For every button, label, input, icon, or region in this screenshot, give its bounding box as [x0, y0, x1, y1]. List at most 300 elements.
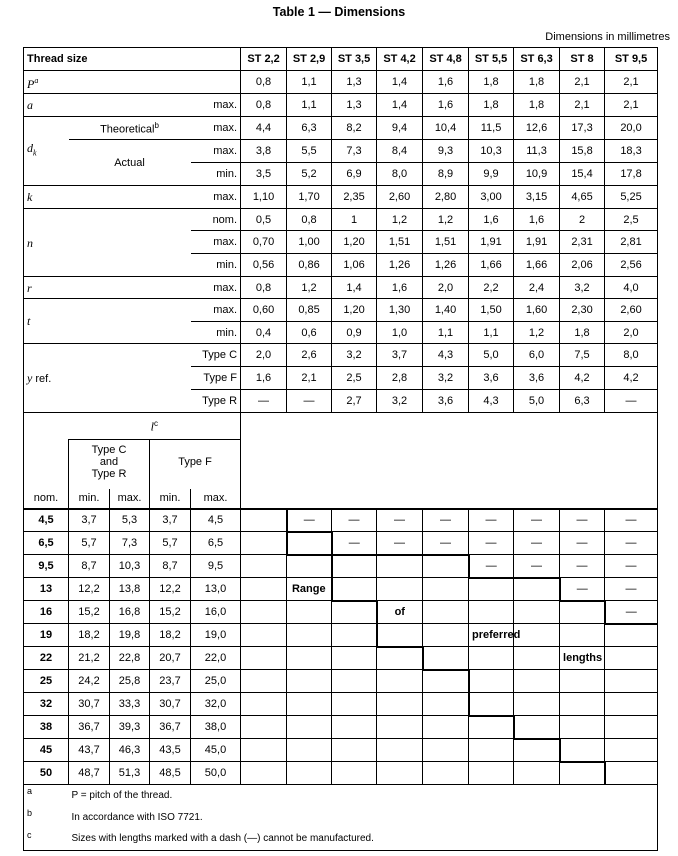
type-cr-header	[69, 440, 150, 485]
value-cell: 1,8	[514, 71, 560, 94]
value-cell: 3,2	[377, 390, 423, 413]
length-cell	[287, 601, 332, 624]
range-word: Range	[287, 578, 332, 601]
value-cell: 15,2	[150, 601, 191, 624]
table-row	[24, 555, 658, 578]
value-cell: 10,9	[514, 163, 560, 186]
value-cell: 5,7	[69, 532, 110, 555]
value-cell: 5,0	[469, 344, 514, 367]
value-cell: 1,06	[332, 254, 377, 277]
length-cell	[560, 693, 605, 716]
value-cell: 18,2	[150, 624, 191, 647]
length-cell	[423, 762, 469, 785]
value-cell: 2,8	[377, 367, 423, 390]
qualifier: max.	[191, 140, 241, 163]
value-cell: 1,4	[332, 277, 377, 299]
value-cell: 51,3	[110, 762, 150, 785]
value-cell: 3,7	[377, 344, 423, 367]
value-cell: 3,6	[423, 390, 469, 413]
length-cell	[287, 624, 332, 647]
table-row	[24, 739, 658, 762]
table-row	[24, 785, 658, 807]
table-row	[24, 670, 658, 693]
qualifier: max.	[191, 231, 241, 254]
value-cell: 48,5	[150, 762, 191, 785]
label: ref.	[32, 372, 52, 385]
value-cell: 0,70	[241, 231, 287, 254]
value-cell: 5,7	[150, 532, 191, 555]
length-cell: —	[287, 509, 332, 532]
value-cell: 8,0	[377, 163, 423, 186]
value-cell: 2,60	[377, 186, 423, 209]
length-cell	[377, 716, 423, 739]
value-cell: 2,5	[605, 209, 658, 231]
length-cell	[332, 555, 377, 578]
range-word: lengths	[560, 647, 605, 670]
blank-region	[241, 413, 658, 509]
value-cell: 2,1	[560, 71, 605, 94]
value-cell: 50,0	[191, 762, 241, 785]
length-cell	[241, 739, 287, 762]
length-cell: —	[469, 532, 514, 555]
value-cell: 9,9	[469, 163, 514, 186]
value-cell: 0,8	[287, 209, 332, 231]
nom-length: 50	[24, 762, 69, 785]
value-cell: 5,3	[110, 509, 150, 532]
value-cell: 0,56	[241, 254, 287, 277]
size-header: ST 6,3	[514, 48, 560, 71]
value-cell: 2,80	[423, 186, 469, 209]
qualifier: max.	[191, 277, 241, 299]
qualifier: min.	[191, 163, 241, 186]
value-cell: 19,8	[110, 624, 150, 647]
table-row	[24, 532, 658, 555]
length-cell	[514, 578, 560, 601]
value-cell: 7,3	[332, 140, 377, 163]
subscript: k	[33, 148, 37, 158]
nom-length: 4,5	[24, 509, 69, 532]
table-row	[24, 71, 658, 94]
length-cell	[287, 693, 332, 716]
length-cell: —	[377, 532, 423, 555]
length-cell	[287, 532, 332, 555]
length-cell	[377, 670, 423, 693]
range-word: of	[377, 601, 423, 624]
qualifier: max.	[191, 94, 241, 117]
size-header: ST 2,9	[287, 48, 332, 71]
row-label-p	[24, 71, 241, 94]
value-cell: 12,6	[514, 117, 560, 140]
value-cell: 15,8	[560, 140, 605, 163]
value-cell: 45,0	[191, 739, 241, 762]
row-label-y	[24, 344, 191, 413]
value-cell: 1,1	[287, 94, 332, 117]
length-cell	[241, 624, 287, 647]
value-cell: 1,8	[560, 322, 605, 344]
length-cell: —	[605, 509, 658, 532]
length-cell	[377, 739, 423, 762]
value-cell: 1,40	[423, 299, 469, 322]
length-cell: —	[560, 555, 605, 578]
value-cell: 8,0	[605, 344, 658, 367]
length-cell	[287, 762, 332, 785]
value-cell: 0,8	[241, 277, 287, 299]
length-cell: —	[514, 555, 560, 578]
value-cell: 1,51	[377, 231, 423, 254]
value-cell: 3,2	[560, 277, 605, 299]
value-cell: 4,3	[423, 344, 469, 367]
nom-length: 32	[24, 693, 69, 716]
length-cell	[241, 532, 287, 555]
value-cell: 5,25	[605, 186, 658, 209]
table-title: Table 1 — Dimensions	[272, 5, 406, 19]
thread-size-header: Thread size	[24, 48, 241, 71]
length-cell	[423, 670, 469, 693]
value-cell: 1,6	[423, 94, 469, 117]
table-row	[24, 277, 658, 299]
value-cell: 12,2	[69, 578, 110, 601]
range-word: preferred	[469, 624, 514, 647]
value-cell: 9,3	[423, 140, 469, 163]
length-cell	[332, 739, 377, 762]
value-cell: 46,3	[110, 739, 150, 762]
value-cell: 4,4	[241, 117, 287, 140]
value-cell: 1,0	[377, 322, 423, 344]
length-cell	[423, 578, 469, 601]
value-cell: 2,06	[560, 254, 605, 277]
length-cell	[241, 693, 287, 716]
length-cell: —	[332, 532, 377, 555]
symbol: l	[150, 419, 154, 434]
length-cell	[423, 739, 469, 762]
length-cell	[605, 693, 658, 716]
value-cell: 1,66	[469, 254, 514, 277]
value-cell: 1,6	[469, 209, 514, 231]
length-cell	[605, 762, 658, 785]
value-cell: 0,86	[287, 254, 332, 277]
table-row	[24, 140, 658, 163]
footnote-text: Sizes with lengths marked with a dash (—) cannot be manufactured.	[69, 829, 658, 851]
length-cell	[605, 739, 658, 762]
value-cell: 21,2	[69, 647, 110, 670]
length-cell	[605, 716, 658, 739]
value-cell: 3,7	[69, 509, 110, 532]
label: Theoretical	[100, 123, 155, 136]
value-cell: 1,3	[332, 94, 377, 117]
label: Type C	[91, 444, 127, 457]
nom-length: 13	[24, 578, 69, 601]
length-cell	[560, 739, 605, 762]
length-cell	[560, 716, 605, 739]
length-cell	[423, 716, 469, 739]
value-cell: 20,7	[150, 647, 191, 670]
row-label-t: t	[24, 299, 191, 344]
value-cell: 30,7	[150, 693, 191, 716]
value-cell: 48,7	[69, 762, 110, 785]
value-cell: 16,0	[191, 601, 241, 624]
value-cell: 1,60	[514, 299, 560, 322]
value-cell: 38,0	[191, 716, 241, 739]
value-cell: 6,9	[332, 163, 377, 186]
value-cell: 18,3	[605, 140, 658, 163]
length-cell	[423, 647, 469, 670]
length-cell	[514, 739, 560, 762]
row-label-n: n	[24, 209, 191, 277]
value-cell: 2,5	[332, 367, 377, 390]
footnote-mark: b	[24, 807, 69, 829]
value-cell: 6,3	[287, 117, 332, 140]
nom-header: nom.	[24, 489, 69, 509]
value-cell: —	[287, 390, 332, 413]
value-cell: 2,35	[332, 186, 377, 209]
length-cell	[287, 716, 332, 739]
value-cell: 5,2	[287, 163, 332, 186]
value-cell: 2,0	[241, 344, 287, 367]
length-cell: —	[377, 509, 423, 532]
value-cell: 0,8	[241, 94, 287, 117]
length-cell	[332, 624, 377, 647]
value-cell: 2,0	[423, 277, 469, 299]
label: Type R	[91, 468, 127, 481]
qualifier: max.	[191, 117, 241, 140]
value-cell: 8,2	[332, 117, 377, 140]
value-cell: 4,5	[191, 509, 241, 532]
length-cell	[241, 670, 287, 693]
value-cell: 12,2	[150, 578, 191, 601]
length-cell	[241, 555, 287, 578]
length-cell	[469, 601, 514, 624]
value-cell: 1,20	[332, 299, 377, 322]
footnote-mark: a	[24, 785, 69, 807]
value-cell: 17,3	[560, 117, 605, 140]
value-cell: 2,1	[560, 94, 605, 117]
value-cell: 9,4	[377, 117, 423, 140]
table-row	[24, 209, 658, 231]
qualifier: Type R	[191, 390, 241, 413]
length-cell	[332, 670, 377, 693]
length-cell	[332, 693, 377, 716]
length-cell: —	[605, 532, 658, 555]
nom-length: 22	[24, 647, 69, 670]
length-cell: —	[605, 578, 658, 601]
value-cell: 6,5	[191, 532, 241, 555]
value-cell: 1	[332, 209, 377, 231]
value-cell: 3,7	[150, 509, 191, 532]
length-cell: —	[605, 555, 658, 578]
value-cell: 0,60	[241, 299, 287, 322]
value-cell: 13,0	[191, 578, 241, 601]
length-cell	[241, 716, 287, 739]
nom-length: 6,5	[24, 532, 69, 555]
value-cell: 3,2	[332, 344, 377, 367]
value-cell: 11,3	[514, 140, 560, 163]
theoretical-label	[69, 117, 191, 140]
length-cell	[469, 670, 514, 693]
value-cell: 7,5	[560, 344, 605, 367]
length-cell	[560, 624, 605, 647]
length-cell	[469, 762, 514, 785]
value-cell: 1,50	[469, 299, 514, 322]
value-cell: 18,2	[69, 624, 110, 647]
value-cell: 1,66	[514, 254, 560, 277]
qualifier: min.	[191, 322, 241, 344]
min-header: min.	[150, 489, 191, 509]
length-cell: —	[605, 601, 658, 624]
value-cell: —	[241, 390, 287, 413]
row-label-dk	[24, 117, 69, 186]
table-row	[24, 117, 658, 140]
value-cell: 4,3	[469, 390, 514, 413]
value-cell: 1,20	[332, 231, 377, 254]
nom-length: 45	[24, 739, 69, 762]
symbol: d	[27, 141, 33, 156]
footnote-text: P = pitch of the thread.	[69, 785, 658, 807]
value-cell: 6,3	[560, 390, 605, 413]
units-note: Dimensions in millimetres	[545, 31, 670, 43]
length-cell: —	[560, 578, 605, 601]
value-cell: 15,4	[560, 163, 605, 186]
length-cell	[605, 670, 658, 693]
length-cell	[377, 578, 423, 601]
value-cell: 30,7	[69, 693, 110, 716]
value-cell: 10,4	[423, 117, 469, 140]
table-row	[24, 48, 658, 71]
nom-spacer	[24, 413, 69, 489]
value-cell: 20,0	[605, 117, 658, 140]
value-cell: 8,9	[423, 163, 469, 186]
value-cell: 2,30	[560, 299, 605, 322]
length-cell	[514, 647, 560, 670]
value-cell: 1,6	[241, 367, 287, 390]
value-cell: 0,6	[287, 322, 332, 344]
value-cell: 8,7	[150, 555, 191, 578]
value-cell: 0,9	[332, 322, 377, 344]
value-cell: 1,4	[377, 71, 423, 94]
size-header: ST 8	[560, 48, 605, 71]
length-cell	[423, 624, 469, 647]
value-cell: 25,0	[191, 670, 241, 693]
length-cell	[287, 739, 332, 762]
value-cell: 3,6	[514, 367, 560, 390]
max-header: max.	[191, 489, 241, 509]
table-row	[24, 578, 658, 601]
value-cell: 39,3	[110, 716, 150, 739]
length-cell	[332, 716, 377, 739]
table-row	[24, 601, 658, 624]
value-cell: 43,7	[69, 739, 110, 762]
value-cell: 2,56	[605, 254, 658, 277]
value-cell: 2,1	[605, 71, 658, 94]
length-cell	[514, 601, 560, 624]
size-header: ST 3,5	[332, 48, 377, 71]
length-cell	[241, 509, 287, 532]
value-cell: 1,8	[469, 94, 514, 117]
value-cell: 16,8	[110, 601, 150, 624]
value-cell: 1,8	[469, 71, 514, 94]
min-header: min.	[69, 489, 110, 509]
value-cell: 3,15	[514, 186, 560, 209]
dimensions-table	[23, 47, 658, 851]
value-cell: 0,85	[287, 299, 332, 322]
value-cell: 8,7	[69, 555, 110, 578]
table-row	[24, 509, 658, 532]
length-symbol	[69, 413, 241, 440]
length-cell	[423, 601, 469, 624]
value-cell: 3,8	[241, 140, 287, 163]
qualifier: Type C	[191, 344, 241, 367]
length-cell	[377, 555, 423, 578]
length-cell	[605, 624, 658, 647]
table-row	[24, 94, 658, 117]
length-cell	[241, 762, 287, 785]
qualifier: min.	[191, 254, 241, 277]
value-cell: 1,51	[423, 231, 469, 254]
size-header: ST 2,2	[241, 48, 287, 71]
value-cell: 3,5	[241, 163, 287, 186]
table-row	[24, 413, 658, 440]
value-cell: 10,3	[469, 140, 514, 163]
table-row	[24, 624, 658, 647]
symbol: P	[27, 76, 35, 91]
length-cell	[287, 647, 332, 670]
size-header: ST 4,2	[377, 48, 423, 71]
value-cell: 24,2	[69, 670, 110, 693]
length-cell	[241, 647, 287, 670]
value-cell: 0,4	[241, 322, 287, 344]
value-cell: 4,2	[605, 367, 658, 390]
value-cell: 1,30	[377, 299, 423, 322]
value-cell: 23,7	[150, 670, 191, 693]
value-cell: 1,6	[514, 209, 560, 231]
size-header: ST 5,5	[469, 48, 514, 71]
length-cell: —	[423, 509, 469, 532]
row-label-k: k	[24, 186, 191, 209]
max-header: max.	[110, 489, 150, 509]
value-cell: 17,8	[605, 163, 658, 186]
nom-length: 25	[24, 670, 69, 693]
length-cell	[560, 762, 605, 785]
value-cell: 1,10	[241, 186, 287, 209]
value-cell: 1,2	[377, 209, 423, 231]
value-cell: 2,6	[287, 344, 332, 367]
row-label-r: r	[24, 277, 191, 299]
value-cell: 2,60	[605, 299, 658, 322]
qualifier: max.	[191, 299, 241, 322]
footnote-text: In accordance with ISO 7721.	[69, 807, 658, 829]
value-cell: 1,91	[514, 231, 560, 254]
length-cell	[377, 762, 423, 785]
length-cell	[514, 693, 560, 716]
nom-length: 19	[24, 624, 69, 647]
value-cell: 2,31	[560, 231, 605, 254]
length-cell: —	[469, 509, 514, 532]
value-cell: 1,1	[469, 322, 514, 344]
value-cell: 6,0	[514, 344, 560, 367]
length-cell	[469, 578, 514, 601]
table-row	[24, 807, 658, 829]
value-cell: 2,7	[332, 390, 377, 413]
table-row	[24, 829, 658, 851]
nom-length: 16	[24, 601, 69, 624]
length-cell	[332, 762, 377, 785]
nom-length: 38	[24, 716, 69, 739]
value-cell: 2,2	[469, 277, 514, 299]
length-cell: —	[514, 509, 560, 532]
table-row	[24, 186, 658, 209]
length-cell	[514, 670, 560, 693]
qualifier: nom.	[191, 209, 241, 231]
value-cell: 22,8	[110, 647, 150, 670]
